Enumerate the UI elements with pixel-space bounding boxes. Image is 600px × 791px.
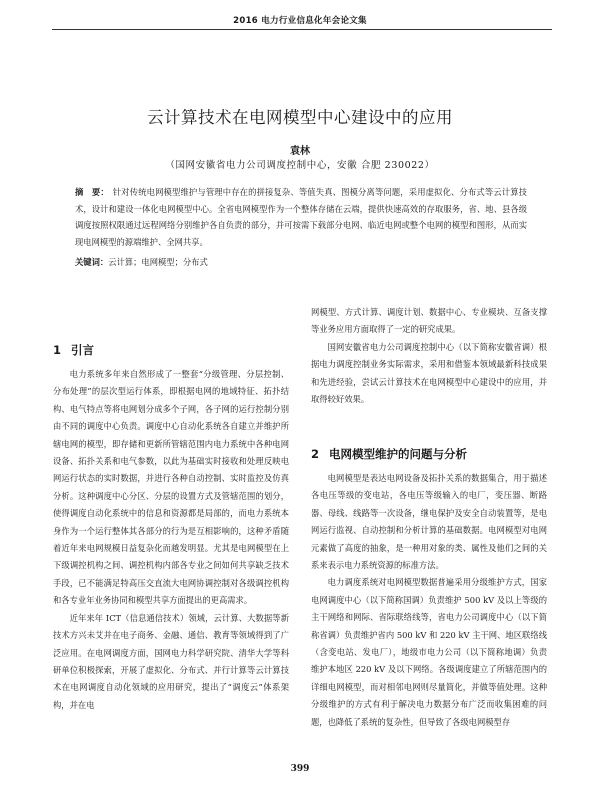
page-number: 399 (290, 764, 310, 774)
section-number: 1 (53, 343, 62, 357)
section-heading-2 (311, 444, 547, 464)
keywords (75, 254, 527, 271)
paper-title: 云计算技术在电网模型中心建设中的应用 (147, 108, 453, 127)
body-paragraph: 电力系统多年来自然形成了一整套“分级管理、分层控制、分布处理”的层次型运行体系，即根据电网的地域特征、拓扑结构、电气特点等将电网划分成多个子网，各子网的运行控制分别由不同的调度中心负责。调度中心自动化系统各自建立并维护所辖电网的模型，即存储和更新所管辖范围内电力系统中各种电网设备、拓扑关系和电气参数，以此为基础实时接收和处理反映电网运行状态的实时数据，并进行各种自动控制、实时监控及仿真分析。这种调度中心分区、分层的设置方式及管辖范围的划分，使得调度自动化系统中的信息和资源都是局部的，而电力系统本身作为一个运行整体其各部分的行为是互相影响的，这种矛盾随着近年来电网规模日益复杂化而越发明显。尤其是电网模型在上下级调控机构之间、调控机构内部各专业之间如何共享缺乏技术手段，已不能满足特高压交直流大电网协调控制对各级调控机构和各专业年业务协同和模型共享方面提出的更高需求。 (53, 369, 289, 606)
section-title: 电网模型维护的问题与分析 (329, 447, 468, 461)
affiliation: （国网安徽省电力公司调度控制中心，安徽 合肥 230022） (165, 160, 435, 171)
running-header: 2016 电力行业信息化年会论文集 (233, 16, 367, 26)
keywords-text: 云计算；电网模型；分布式 (108, 257, 208, 267)
abstract-label: 摘 要： (75, 187, 109, 197)
right-column (311, 304, 547, 408)
section-heading-1 (53, 340, 289, 360)
section-number: 2 (311, 447, 320, 461)
body-paragraph: 网模型、方式计算、调度计划、数据中心、专业模块、互备支撑等业务应用方面取得了一定的研究成果。 (311, 307, 547, 335)
left-column (53, 340, 289, 714)
body-paragraph: 国网安徽省电力公司调度控制中心（以下简称安徽省调）根据电力调度控制业务实际需求，采用和借鉴本领域最新科技成果和先进经验，尝试云计算技术在电网模型中心建设中的应用，并取得较好效果。 (311, 341, 547, 405)
keywords-label: 关键词： (75, 257, 109, 267)
abstract-text: 针对传统电网模型维护与管理中存在的拼接复杂、等值失真、图模分离等问题，采用虚拟化、分布式等云计算技术，设计和建设一体化电网模型中心。全省电网模型作为一个整体存储在云端，提供快速高效的存取服务，省、地、县各级调度按照权限通过远程网络分别维护各自负责的部分，并可按需下载部分电网、临近电网或整个电网的模型和图形，从而实现电网模型的源端维护、全网共享。 (75, 187, 527, 247)
body-paragraph: 近年来年 ICT（信息通信技术）领域，云计算、大数据等新技术方兴未艾并在电子商务、金融、通信、教育等领域得到了广泛应用。在电网调度方面，国网电力科学研究院、清华大学等科研单位积极探索，开展了虚拟化、分布式、并行计算等云计算技术在电网调度自动化领域的应用研究，提出了“调度云”体系架构，并在电 (53, 612, 289, 710)
right-column-section-2 (311, 444, 547, 731)
header-rule (52, 29, 552, 30)
body-paragraph: 电网模型是表达电网设备及拓扑关系的数据集合，用于描述各电压等级的变电站，各电压等级输入的电厂，变压器、断路器、母线、线路等一次设备，继电保护及安全自动装置等，是电网运行监视、自动控制和分析计算的基础数据。电网模型对电网元素做了高度的抽象，是一种用对象的类、属性及他们之间的关系来表示电力系统资源的标准方法。 (311, 473, 547, 571)
section-title: 引言 (71, 343, 95, 357)
abstract (75, 184, 527, 250)
author: 袁林 (290, 146, 310, 157)
body-paragraph: 电力调度系统对电网模型数据普遍采用分级维护方式，国家电网调度中心（以下简称国调）负责维护 500 kV 及以上等级的主干网络和网际、省际联络线等，省电力公司调度中心（以下简称省调）负责维护省内 500 kV 和 220 kV 主干网、地区联络线（含变电站、发电厂），地级市电力公司（以下简称地调）负责维护本地区 220 kV 及以下网络。各级调度建立了所辖范围内的详细电网模型，而对相邻电网则尽量简化，并做等值处理。这种分级维护的方式有利于解决电力数据分布广泛而收集困难的问题，也降低了系统的复杂性，但导致了各级电网模型存 (311, 577, 547, 727)
